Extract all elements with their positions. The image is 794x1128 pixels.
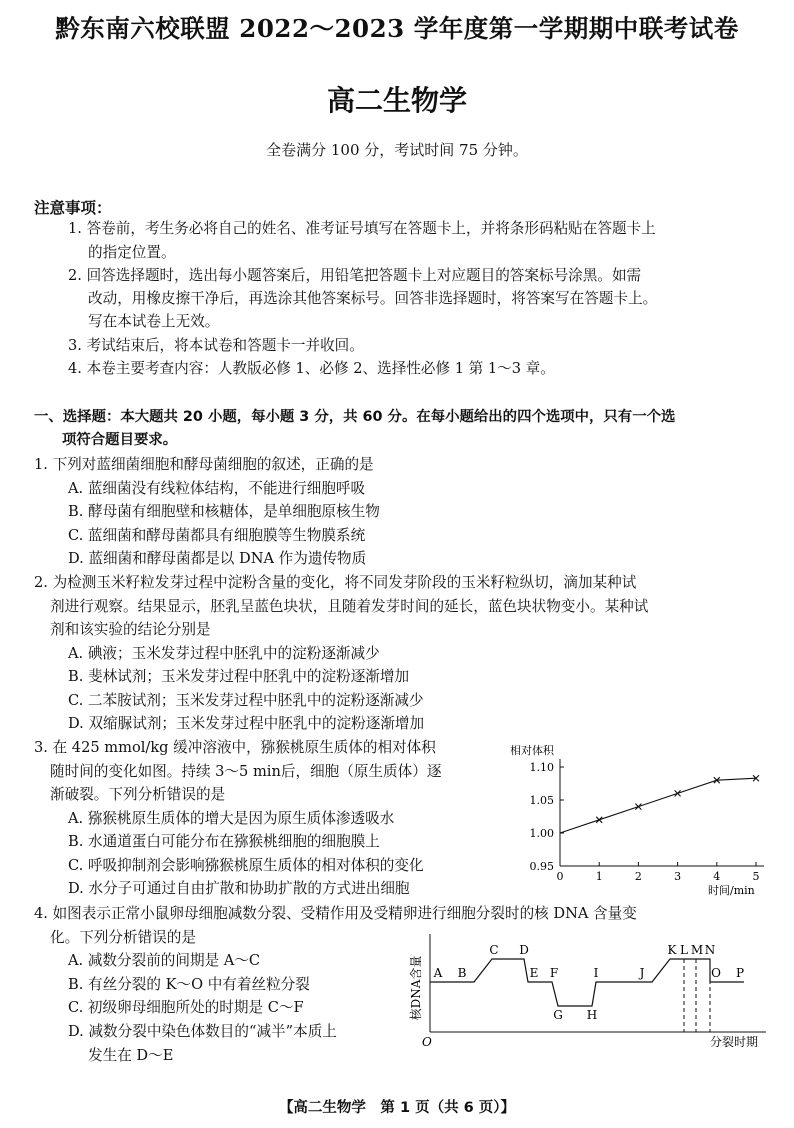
x-tick-label: 1 xyxy=(595,870,603,883)
q2-option-b: B. 斐林试剂；玉米发芽过程中胚乳中的淀粉逐渐增加 xyxy=(68,668,410,685)
point-label: P xyxy=(735,966,745,980)
point-label: L xyxy=(680,943,688,957)
y-tick-label: 1.05 xyxy=(529,794,554,807)
page-footer: 【高二生物学 第 1 页（共 6 页）】 xyxy=(278,1100,516,1116)
point-label: C xyxy=(489,943,499,957)
data-point-marker xyxy=(635,804,641,810)
dna-content-line xyxy=(430,959,744,1006)
x-axis-label: 分裂时期 xyxy=(709,1035,758,1049)
exam-info: 全卷满分 100 分，考试时间 75 分钟。 xyxy=(266,141,528,159)
section-instructions-cont: 项符合题目要求。 xyxy=(62,432,178,448)
q4-option-c: C. 初级卵母细胞所处的时期是 C～F xyxy=(68,999,304,1016)
y-axis-label: 相对体积 xyxy=(510,744,554,757)
question-2-stem: 2. 为检测玉米籽粒发芽过程中淀粉含量的变化，将不同发芽阶段的玉米籽粒纵切，滴加某种试 xyxy=(34,574,637,591)
point-label: B xyxy=(457,966,467,980)
data-point-marker xyxy=(675,790,681,796)
point-label: E xyxy=(529,966,539,980)
volume-line-chart xyxy=(504,736,774,896)
q2-option-d: D. 双缩脲试剂；玉米发芽过程中胚乳中的淀粉逐渐增加 xyxy=(68,715,425,732)
note-line: 2. 回答选择题时，选出每小题答案后，用铅笔把答题卡上对应题目的答案标号涂黑。如需 xyxy=(68,267,642,284)
question-3-stem-cont: 随时间的变化如图。持续 3～5 min后，细胞（原生质体）逐 xyxy=(50,763,442,780)
question-4-stem: 4. 如图表示正常小鼠卵母细胞减数分裂、受精作用及受精卵进行细胞分裂时的核 DNA 含量变 xyxy=(34,905,637,922)
note-line: 的指定位置。 xyxy=(88,244,176,261)
point-label: J xyxy=(639,966,645,980)
q1-option-d: D. 蓝细菌和酵母菌都是以 DNA 作为遗传物质 xyxy=(68,550,367,567)
volume-series-line xyxy=(560,778,756,833)
y-tick-label: 0.95 xyxy=(529,860,554,873)
point-label: F xyxy=(549,966,559,980)
x-tick-label: 2 xyxy=(634,870,642,883)
data-point-marker xyxy=(596,817,602,823)
exam-title: 黔东南六校联盟 2022～2023 学年度第一学期期中联考试卷 xyxy=(55,14,739,43)
note-line: 改动，用橡皮擦干净后，再选涂其他答案标号。回答非选择题时，将答案写在答题卡上。 xyxy=(88,290,658,307)
q3-option-c: C. 呼吸抑制剂会影响猕猴桃原生质体的相对体积的变化 xyxy=(68,857,424,874)
note-line: 3. 考试结束后，将本试卷和答题卡一并收回。 xyxy=(68,337,364,354)
x-tick-label: 4 xyxy=(713,870,721,883)
origin-label: O xyxy=(422,1035,432,1049)
note-line: 1. 答卷前，考生务必将自己的姓名、准考证号填写在答题卡上，并将条形码粘贴在答题卡上 xyxy=(68,220,656,237)
notes-heading: 注意事项： xyxy=(34,199,112,217)
dna-content-chart xyxy=(404,928,774,1050)
point-label: A xyxy=(433,966,443,980)
q4-option-a: A. 减数分裂前的间期是 A～C xyxy=(68,952,261,969)
question-3-stem-cont: 渐破裂。下列分析错误的是 xyxy=(50,786,226,803)
q2-option-c: C. 二苯胺试剂；玉米发芽过程中胚乳中的淀粉逐渐减少 xyxy=(68,692,424,709)
q4-option-d: D. 减数分裂中染色体数目的“减半”本质上 xyxy=(68,1023,337,1040)
note-line: 4. 本卷主要考查内容：人教版必修 1、必修 2、选择性必修 1 第 1～3 章。 xyxy=(68,360,555,377)
question-1-stem: 1. 下列对蓝细菌细胞和酵母菌细胞的叙述，正确的是 xyxy=(34,456,374,473)
q3-option-d: D. 水分子可通过自由扩散和协助扩散的方式进出细胞 xyxy=(68,880,410,897)
point-label: K xyxy=(667,943,677,957)
point-label: N xyxy=(704,943,716,957)
point-label: I xyxy=(593,966,599,980)
x-tick-label: 5 xyxy=(752,870,760,883)
y-axis-label: 核DNA含量 xyxy=(409,955,423,1021)
note-line: 写在本试卷上无效。 xyxy=(88,313,220,330)
q2-option-a: A. 碘液；玉米发芽过程中胚乳中的淀粉逐渐减少 xyxy=(68,645,380,662)
q1-option-a: A. 蓝细菌没有线粒体结构，不能进行细胞呼吸 xyxy=(68,480,366,497)
y-tick-label: 1.00 xyxy=(529,827,554,840)
question-2-stem-cont: 剂和该实验的结论分别是 xyxy=(50,621,211,638)
question-4-stem-cont: 化。下列分析错误的是 xyxy=(50,929,196,946)
x-tick-label: 0 xyxy=(556,870,564,883)
subject-title: 高二生物学 xyxy=(326,84,467,117)
q1-option-c: C. 蓝细菌和酵母菌都具有细胞膜等生物膜系统 xyxy=(68,527,366,544)
point-label: M xyxy=(690,943,704,957)
section-instructions: 一、选择题：本大题共 20 小题，每小题 3 分，共 60 分。在每小题给出的四个选项中，只有一个选 xyxy=(34,409,676,425)
x-axis-label: 时间/min xyxy=(708,884,755,896)
y-tick-label: 1.10 xyxy=(529,761,554,774)
point-label: H xyxy=(586,1008,598,1022)
question-3-stem: 3. 在 425 mmol/kg 缓冲溶液中，猕猴桃原生质体的相对体积 xyxy=(34,739,436,756)
q4-option-d-cont: 发生在 D～E xyxy=(88,1047,174,1064)
point-label: O xyxy=(711,966,721,980)
question-2-stem-cont: 剂进行观察。结果显示，胚乳呈蓝色块状，且随着发芽时间的延长，蓝色块状物变小。某种试 xyxy=(50,598,649,615)
x-tick-label: 3 xyxy=(674,870,682,883)
q3-option-b: B. 水通道蛋白可能分布在猕猴桃细胞的细胞膜上 xyxy=(68,833,380,850)
point-label: D xyxy=(519,943,529,957)
q1-option-b: B. 酵母菌有细胞壁和核糖体，是单细胞原核生物 xyxy=(68,503,380,520)
q4-option-b: B. 有丝分裂的 K～O 中有着丝粒分裂 xyxy=(68,976,310,993)
point-label: G xyxy=(553,1008,563,1022)
q3-option-a: A. 猕猴桃原生质体的增大是因为原生质体渗透吸水 xyxy=(68,810,395,827)
